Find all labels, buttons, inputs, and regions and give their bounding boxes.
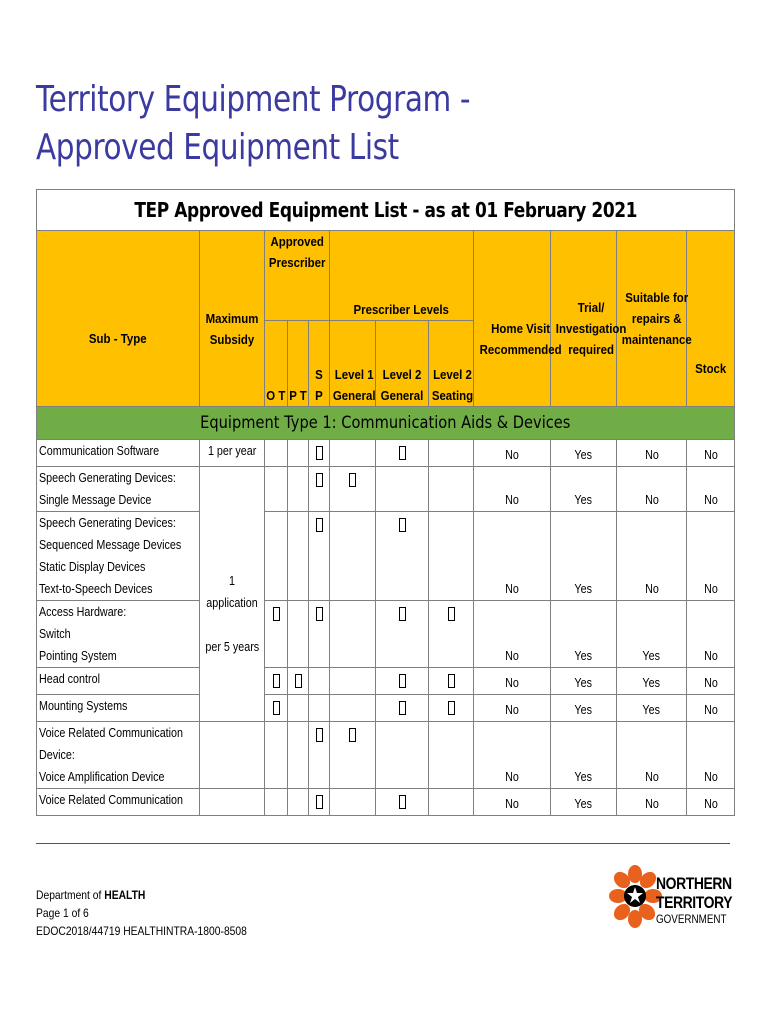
prescriber-sp-cell — [309, 789, 330, 816]
prescriber-ot-cell — [265, 512, 288, 601]
prescriber-l2-cell — [376, 440, 429, 467]
prescriber-pt-cell — [288, 789, 309, 816]
prescriber-l1-cell — [330, 695, 376, 722]
prescriber-seat-cell — [429, 789, 474, 816]
prescriber-l2-cell — [376, 467, 429, 512]
tick-box-icon — [316, 518, 323, 532]
sub-type-cell: Access Hardware: Switch Pointing System — [37, 601, 200, 668]
prescriber-sp-cell — [309, 440, 330, 467]
suitable-cell: Yes — [617, 695, 687, 722]
tick-box-icon — [295, 674, 302, 688]
prescriber-pt-cell — [288, 695, 309, 722]
prescriber-l1-cell — [330, 668, 376, 695]
prescriber-sp-cell — [309, 695, 330, 722]
tick-box-icon — [316, 607, 323, 621]
tick-box-icon — [316, 446, 323, 460]
stock-cell: No — [687, 467, 735, 512]
home-visit-cell: No — [474, 440, 551, 467]
prescriber-l2-cell — [376, 722, 429, 789]
prescriber-pt-cell — [288, 467, 309, 512]
tick-box-icon — [399, 701, 406, 715]
tick-box-icon — [399, 607, 406, 621]
prescriber-sp-cell — [309, 512, 330, 601]
prescriber-ot-cell — [265, 789, 288, 816]
stock-cell: No — [687, 695, 735, 722]
stock-cell: No — [687, 512, 735, 601]
header-level2-seating: Level 2 Seating — [429, 321, 474, 407]
tick-box-icon — [316, 795, 323, 809]
sub-type-cell: Speech Generating Devices: Single Message Device — [37, 467, 200, 512]
header-stock: Stock — [687, 231, 735, 407]
header-trial: Trial/ Investigation required — [551, 231, 617, 407]
prescriber-seat-cell — [429, 440, 474, 467]
prescriber-l1-cell — [330, 440, 376, 467]
equipment-type-heading: Equipment Type 1: Communication Aids & Devices — [37, 407, 735, 440]
header-ot: O T — [265, 321, 288, 407]
suitable-cell: Yes — [617, 668, 687, 695]
trial-cell: Yes — [551, 695, 617, 722]
prescriber-l1-cell — [330, 467, 376, 512]
stock-cell: No — [687, 789, 735, 816]
sub-type-cell: Voice Related Communication — [37, 789, 200, 816]
home-visit-cell: No — [474, 695, 551, 722]
header-prescriber-levels: Prescriber Levels — [330, 231, 474, 321]
header-pt: P T — [288, 321, 309, 407]
home-visit-cell: No — [474, 512, 551, 601]
logo-wordmark: NORTHERN TERRITORY GOVERNMENT — [656, 874, 733, 926]
prescriber-pt-cell — [288, 440, 309, 467]
prescriber-seat-cell — [429, 601, 474, 668]
prescriber-ot-cell — [265, 440, 288, 467]
prescriber-l2-cell — [376, 601, 429, 668]
table-row — [37, 512, 735, 601]
prescriber-l2-cell — [376, 695, 429, 722]
stock-cell: No — [687, 601, 735, 668]
tick-box-icon — [399, 518, 406, 532]
tick-box-icon — [399, 795, 406, 809]
prescriber-seat-cell — [429, 722, 474, 789]
prescriber-seat-cell — [429, 695, 474, 722]
table-row — [37, 440, 735, 467]
tick-box-icon — [448, 674, 455, 688]
prescriber-ot-cell — [265, 668, 288, 695]
header-level2: Level 2 General — [376, 321, 429, 407]
suitable-cell: No — [617, 789, 687, 816]
stock-cell: No — [687, 440, 735, 467]
sub-type-cell: Mounting Systems — [37, 695, 200, 722]
trial-cell: Yes — [551, 440, 617, 467]
prescriber-l2-cell — [376, 512, 429, 601]
table-row — [37, 695, 735, 722]
prescriber-seat-cell — [429, 512, 474, 601]
trial-cell: Yes — [551, 789, 617, 816]
home-visit-cell: No — [474, 722, 551, 789]
prescriber-l1-cell — [330, 512, 376, 601]
footer-doc-ref: EDOC2018/44719 HEALTHINTRA-1800-8508 — [36, 924, 247, 938]
table-row — [37, 668, 735, 695]
suitable-cell: No — [617, 512, 687, 601]
max-subsidy-cell — [200, 722, 265, 789]
header-max-subsidy: Maximum Subsidy — [200, 231, 265, 407]
suitable-cell: Yes — [617, 601, 687, 668]
table-row — [37, 722, 735, 789]
tick-box-icon — [349, 473, 356, 487]
footer-page-number: Page 1 of 6 — [36, 906, 89, 920]
home-visit-cell: No — [474, 601, 551, 668]
suitable-cell: No — [617, 440, 687, 467]
prescriber-l1-cell — [330, 722, 376, 789]
equipment-rows — [37, 440, 735, 816]
header-suitable: Suitable for repairs & maintenance — [617, 231, 687, 407]
header-level1: Level 1 General — [330, 321, 376, 407]
tick-box-icon — [399, 674, 406, 688]
tick-box-icon — [448, 607, 455, 621]
tick-box-icon — [448, 701, 455, 715]
trial-cell: Yes — [551, 601, 617, 668]
tick-box-icon — [273, 701, 280, 715]
suitable-cell: No — [617, 722, 687, 789]
prescriber-ot-cell — [265, 722, 288, 789]
home-visit-cell: No — [474, 668, 551, 695]
max-subsidy-cell: 1 per year — [200, 440, 265, 467]
stock-cell: No — [687, 722, 735, 789]
page-title: Territory Equipment Program - Approved Equipment List — [36, 79, 471, 168]
header-sub-type: Sub - Type — [37, 231, 200, 407]
home-visit-cell: No — [474, 467, 551, 512]
max-subsidy-cell — [200, 789, 265, 816]
trial-cell: Yes — [551, 722, 617, 789]
sub-type-cell: Head control — [37, 668, 200, 695]
prescriber-seat-cell — [429, 668, 474, 695]
table-caption: TEP Approved Equipment List - as at 01 February 2021 — [37, 190, 735, 231]
prescriber-sp-cell — [309, 722, 330, 789]
prescriber-sp-cell — [309, 668, 330, 695]
suitable-cell: No — [617, 467, 687, 512]
prescriber-pt-cell — [288, 668, 309, 695]
prescriber-pt-cell — [288, 722, 309, 789]
prescriber-l2-cell — [376, 789, 429, 816]
header-home-visit: Home Visit Recommended — [474, 231, 551, 407]
trial-cell: Yes — [551, 467, 617, 512]
prescriber-ot-cell — [265, 695, 288, 722]
prescriber-l1-cell — [330, 789, 376, 816]
trial-cell: Yes — [551, 512, 617, 601]
prescriber-sp-cell — [309, 467, 330, 512]
prescriber-pt-cell — [288, 601, 309, 668]
tick-box-icon — [349, 728, 356, 742]
sub-type-cell: Communication Software — [37, 440, 200, 467]
table-row — [37, 467, 735, 512]
prescriber-l2-cell — [376, 668, 429, 695]
tick-box-icon — [399, 446, 406, 460]
header-sp: S P — [309, 321, 330, 407]
sub-type-cell: Speech Generating Devices: Sequenced Message Devices Static Display Devices Text-to-Speech Devices — [37, 512, 200, 601]
prescriber-ot-cell — [265, 601, 288, 668]
prescriber-sp-cell — [309, 601, 330, 668]
sub-type-cell: Voice Related Communication Device: Voice Amplification Device — [37, 722, 200, 789]
footer-divider — [36, 843, 730, 844]
tick-box-icon — [273, 607, 280, 621]
header-approved-prescriber: Approved Prescriber — [265, 231, 330, 321]
prescriber-pt-cell — [288, 512, 309, 601]
tick-box-icon — [316, 728, 323, 742]
prescriber-l1-cell — [330, 601, 376, 668]
equipment-table — [36, 189, 735, 816]
tick-box-icon — [316, 473, 323, 487]
table-row — [37, 601, 735, 668]
home-visit-cell: No — [474, 789, 551, 816]
prescriber-ot-cell — [265, 467, 288, 512]
stock-cell: No — [687, 668, 735, 695]
trial-cell: Yes — [551, 668, 617, 695]
max-subsidy-cell: 1 application per 5 years — [200, 467, 265, 722]
footer — [36, 886, 247, 940]
prescriber-seat-cell — [429, 467, 474, 512]
tick-box-icon — [273, 674, 280, 688]
footer-department: Department of HEALTH — [36, 888, 146, 902]
table-row — [37, 789, 735, 816]
